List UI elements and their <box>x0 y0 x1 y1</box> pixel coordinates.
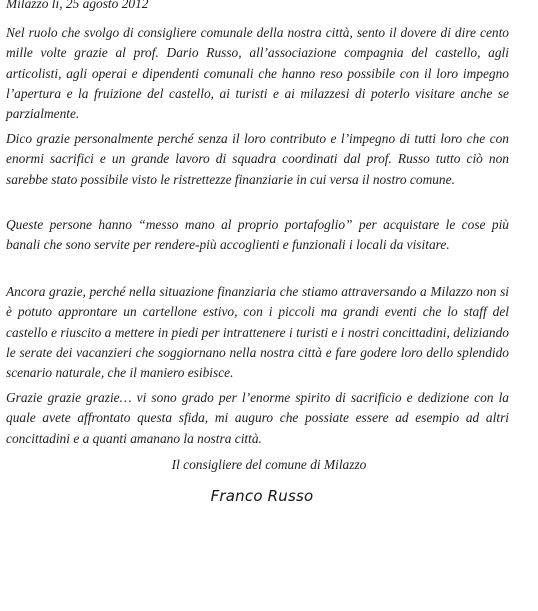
date-line: Milazzo lì, 25 agosto 2012 <box>6 0 149 11</box>
paragraph-closing-thanks: Grazie grazie grazie… vi sono grado per l’enorme spirito di sacrificio e dedizione con la quale avete affrontato questa sfida, mi auguro che possiate essere ad esempio ad altri concittadini e a quanti amanano la nostra città. <box>6 390 509 446</box>
signature: Franco Russo <box>210 487 314 505</box>
paragraph-own-expense: Queste persone hanno “messo mano al proprio portafoglio” per acquistare le cose più banali che sono servite per rendere-più accoglienti e funzionali i locali da visitare. <box>6 217 509 253</box>
paragraph-events: Ancora grazie, perché nella situazione finanziaria che stiamo attraversando a Milazzo non si è potuto approntare un cartellone estivo, con i piccoli ma grandi eventi che lo staff del castello e riuscito a mettere in piedi per intrattenere i turisti e i nostri concittadini, deliziando le serate dei vacanzieri che soggiornano nella nostra città e fare godere loro dello splendido scenario naturale, che il maniero esibisce. <box>6 284 509 381</box>
closing-line: Il consigliere del comune di Milazzo <box>171 457 367 472</box>
paragraph-personal-thanks: Dico grazie personalmente perché senza il loro contributo e l’impegno di tutti loro che con enormi sacrifici e un grande lavoro di squadra coordinati dal prof. Russo tutto ciò non sarebbe stato possibile visto le ristrettezze finanziarie in cui versa il nostro comune. <box>6 131 509 187</box>
paragraph-thanks: Nel ruolo che svolgo di consigliere comunale della nostra città, sento il dovere di dire cento mille volte grazie al prof. Dario Russo, all’associazione compagnia del castello, agli articolisti, agli operai e dipendenti comunali che hanno reso possibile con il loro impegno l’apertura e la fruizione del castello, ai turisti e ai milazzesi di poterlo visitare anche se parzialmente. <box>6 25 509 122</box>
